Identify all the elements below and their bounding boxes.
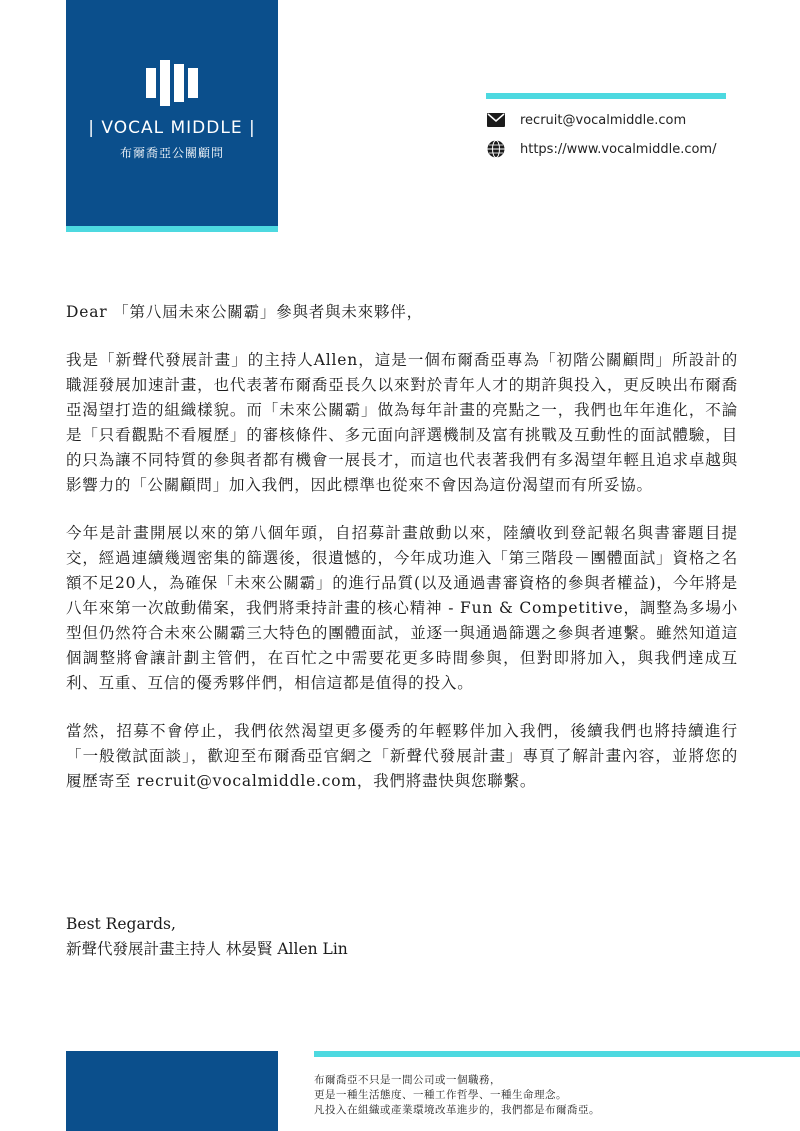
logo-mark-icon <box>146 60 198 106</box>
footer-line: 凡投入在組織或產業環境改革進步的，我們都是布爾喬亞。 <box>314 1104 600 1116</box>
email-text[interactable]: recruit@vocalmiddle.com <box>520 112 687 128</box>
brand-subtitle: 布爾喬亞公關顧問 <box>119 146 224 160</box>
signature-line: 新聲代發展計畫主持人 林晏賢 Allen Lin <box>66 940 348 958</box>
contact-website <box>486 139 716 159</box>
contact-email <box>486 110 686 130</box>
paragraph-3: 當然，招募不會停止，我們依然渴望更多優秀的年輕夥伴加入我們，後續我們也將持續進行「一般徵試面談」，歡迎至布爾喬亞官網之「新聲代發展計畫」專頁了解計畫內容，並將您的履歷寄至 recruit@vocalmiddle.com，我們將盡快與您聯繫。 <box>66 722 738 790</box>
footer-accent-line <box>314 1051 800 1057</box>
paragraph-2: 今年是計畫開展以來的第八個年頭，自招募計畫啟動以來，陸續收到登記報名與書審題目提交，經過連續幾週密集的篩選後，很遺憾的，今年成功進入「第三階段－團體面試」資格之名額不足20人，為確保「未來公關霸」的進行品質(以及通過書審資格的參與者權益)，今年將是八年來第一次啟動備案，我們將秉持計畫的核心精神 - Fun & Competitive，調整為多場小型但仍然符合未來公關霸三大特色的團體面試，並逐一與通過篩選之參與者連繫。雖然知道這個調整將會讓計劃主管們，在百忙之中需要花更多時間參與，但對即將加入，與我們達成互利、互重、互信的優秀夥伴們，相信這都是值得的投入。 <box>66 524 738 692</box>
closing-block <box>66 912 348 962</box>
website-text[interactable]: https://www.vocalmiddle.com/ <box>520 141 717 157</box>
footer-line: 更是一種生活態度、一種工作哲學、一種生命理念。 <box>314 1089 567 1101</box>
letter-body <box>66 300 738 817</box>
closing-line: Best Regards, <box>66 915 176 933</box>
header-accent-line <box>486 93 726 99</box>
footer-text <box>314 1073 600 1118</box>
footer-line: 布爾喬亞不只是一間公司或一個職務， <box>314 1074 501 1086</box>
logo-accent-bar <box>66 226 278 232</box>
paragraph-1: 我是「新聲代發展計畫」的主持人Allen，這是一個布爾喬亞專為「初階公關顧問」所設計的職涯發展加速計畫，也代表著布爾喬亞長久以來對於青年人才的期許與投入，更反映出布爾喬亞渴望打造的組織樣貌。而「未來公關霸」做為每年計畫的亮點之一，我們也年年進化，不論是「只看觀點不看履歷」的審核條件、多元面向評選機制及富有挑戰及互動性的面試體驗，目的只為讓不同特質的參與者都有機會一展長才，而這也代表著我們有多渴望年輕且追求卓越與影響力的「公關顧問」加入我們，因此標準也從來不會因為這份渴望而有所妥協。 <box>66 351 738 494</box>
logo-block <box>66 0 278 226</box>
brand-name: | VOCAL MIDDLE | <box>88 118 256 138</box>
globe-icon <box>486 139 506 159</box>
salutation: Dear 「第八屆未來公關霸」參與者與未來夥伴， <box>66 303 423 321</box>
envelope-icon <box>486 110 506 130</box>
footer-block <box>66 1051 278 1131</box>
